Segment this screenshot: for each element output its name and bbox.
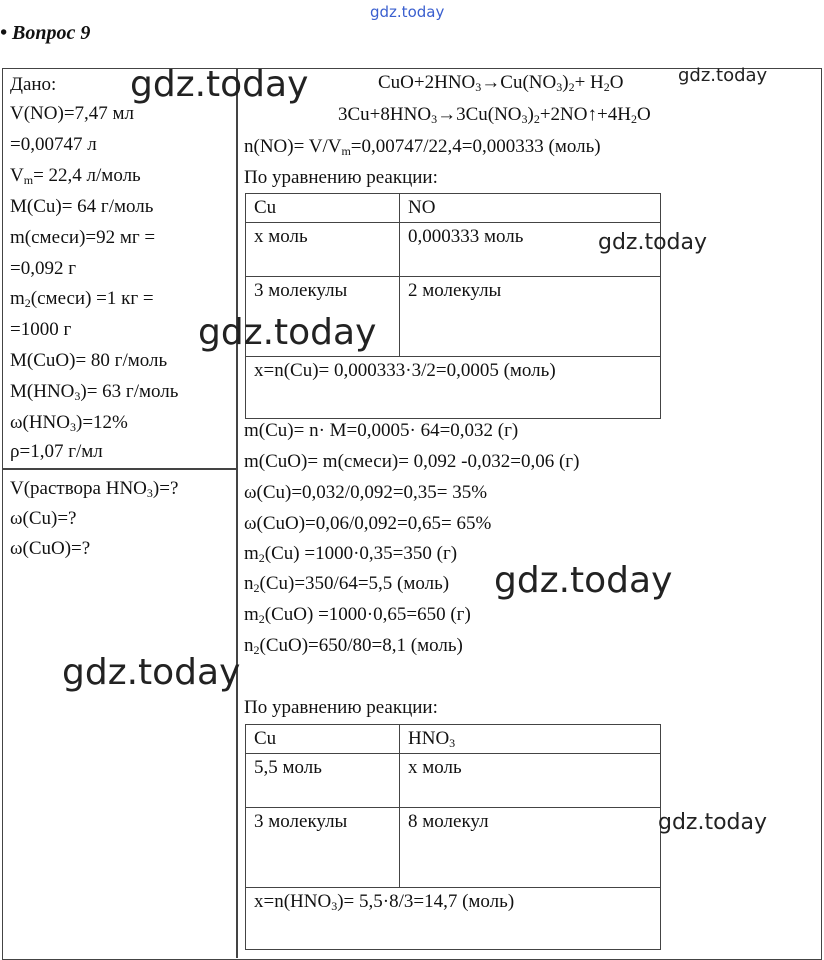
given-line: =0,00747 л — [10, 134, 97, 155]
table-header-cell: Cu — [246, 725, 400, 754]
calc-line: m(Cu)= n· M=0,0005· 64=0,032 (г) — [244, 420, 519, 441]
calc-line: $m_2(Cu) =1000\cdot 0,35=350$ (г) — [244, 543, 458, 565]
given-line: =0,092 г — [10, 258, 77, 279]
table-cell: 0,000333 моль — [400, 223, 661, 277]
table-cell: 5,5 моль — [246, 754, 400, 808]
watermark: gdz.today — [678, 65, 768, 86]
watermark: gdz.today — [198, 312, 377, 353]
equation-2: $3Cu+8HNO_3\to 3Cu(NO_3)_2+2NO↑+4H_2O$ — [338, 104, 651, 126]
by-equation-label: По уравнению реакции: — [244, 167, 438, 188]
watermark: gdz.today — [658, 810, 768, 835]
given-find-divider — [2, 468, 236, 470]
given-line: $V_m= 22,4$ л/моль — [10, 165, 141, 187]
given-line: $m_2(смеси) =1$ кг = — [10, 288, 154, 310]
given-line: ρ=1,07 г/мл — [10, 441, 103, 462]
calc-line: $n_2(CuO)=650/80=8,1$ (моль) — [244, 635, 463, 657]
given-line: m(смеси)=92 мг = — [10, 227, 156, 248]
table-result-cell: $x=n(HNO_3)= 5,5\cdot 8/3=14,7$ (моль) — [246, 888, 661, 950]
find-line: ω(Cu)=? — [10, 508, 77, 529]
watermark: gdz.today — [62, 652, 241, 693]
find-line: V(раствора $HNO_3)=$? — [10, 478, 179, 500]
calc-line: m(CuO)= m(смеси)= 0,092 -0,032=0,06 (г) — [244, 451, 580, 472]
question-title: • Вопрос 9 — [0, 22, 91, 44]
given-line: M(Cu)= 64 г/моль — [10, 196, 154, 217]
table-header-cell: $HNO_3$ — [400, 725, 661, 754]
table-cell: 3 молекулы — [246, 808, 400, 888]
table-cell: 8 молекул — [400, 808, 661, 888]
table-header-cell: NO — [400, 194, 661, 223]
calc-line: ω(Cu)=0,032/0,092=0,35= 35% — [244, 482, 488, 503]
site-watermark: gdz.today — [370, 3, 445, 21]
ratio-table-1 — [245, 193, 661, 419]
table-cell: х моль — [400, 754, 661, 808]
watermark: gdz.today — [598, 230, 708, 255]
given-line: M(CuO)= 80 г/моль — [10, 350, 168, 371]
moles-no-line: $n(NO)= V/V_m=0,00747/22,4=0,000333$ (моль) — [244, 136, 601, 158]
table-cell: 3 молекулы — [246, 277, 400, 357]
by-equation-label: По уравнению реакции: — [244, 697, 438, 718]
given-title: Дано: — [10, 74, 57, 95]
watermark: gdz.today — [130, 64, 309, 105]
find-line: ω(CuO)=? — [10, 538, 91, 559]
table-header-cell: Cu — [246, 194, 400, 223]
given-line: V(NO)=7,47 мл — [10, 103, 135, 124]
column-divider — [236, 68, 238, 958]
watermark: gdz.today — [494, 560, 673, 601]
calc-line: ω(CuO)=0,06/0,092=0,65= 65% — [244, 513, 492, 534]
table-cell: х моль — [246, 223, 400, 277]
given-line: $M(HNO_3)= 63$ г/моль — [10, 381, 179, 403]
table-cell: 2 молекулы — [400, 277, 661, 357]
table-result-cell: x=n(Cu)= 0,000333·3/2=0,0005 (моль) — [246, 357, 661, 419]
given-line: =1000 г — [10, 319, 72, 340]
given-line: $\omega(HNO_3)=12\%$ — [10, 412, 128, 434]
equation-1: $CuO+2HNO_3\to Cu(NO_3)_2+ H_2O$ — [378, 72, 624, 94]
ratio-table-2 — [245, 724, 661, 950]
calc-line: $n_2(Cu)=350/64=5,5$ (моль) — [244, 573, 450, 595]
calc-line: $m_2(CuO) =1000\cdot 0,65=650$ (г) — [244, 604, 471, 626]
